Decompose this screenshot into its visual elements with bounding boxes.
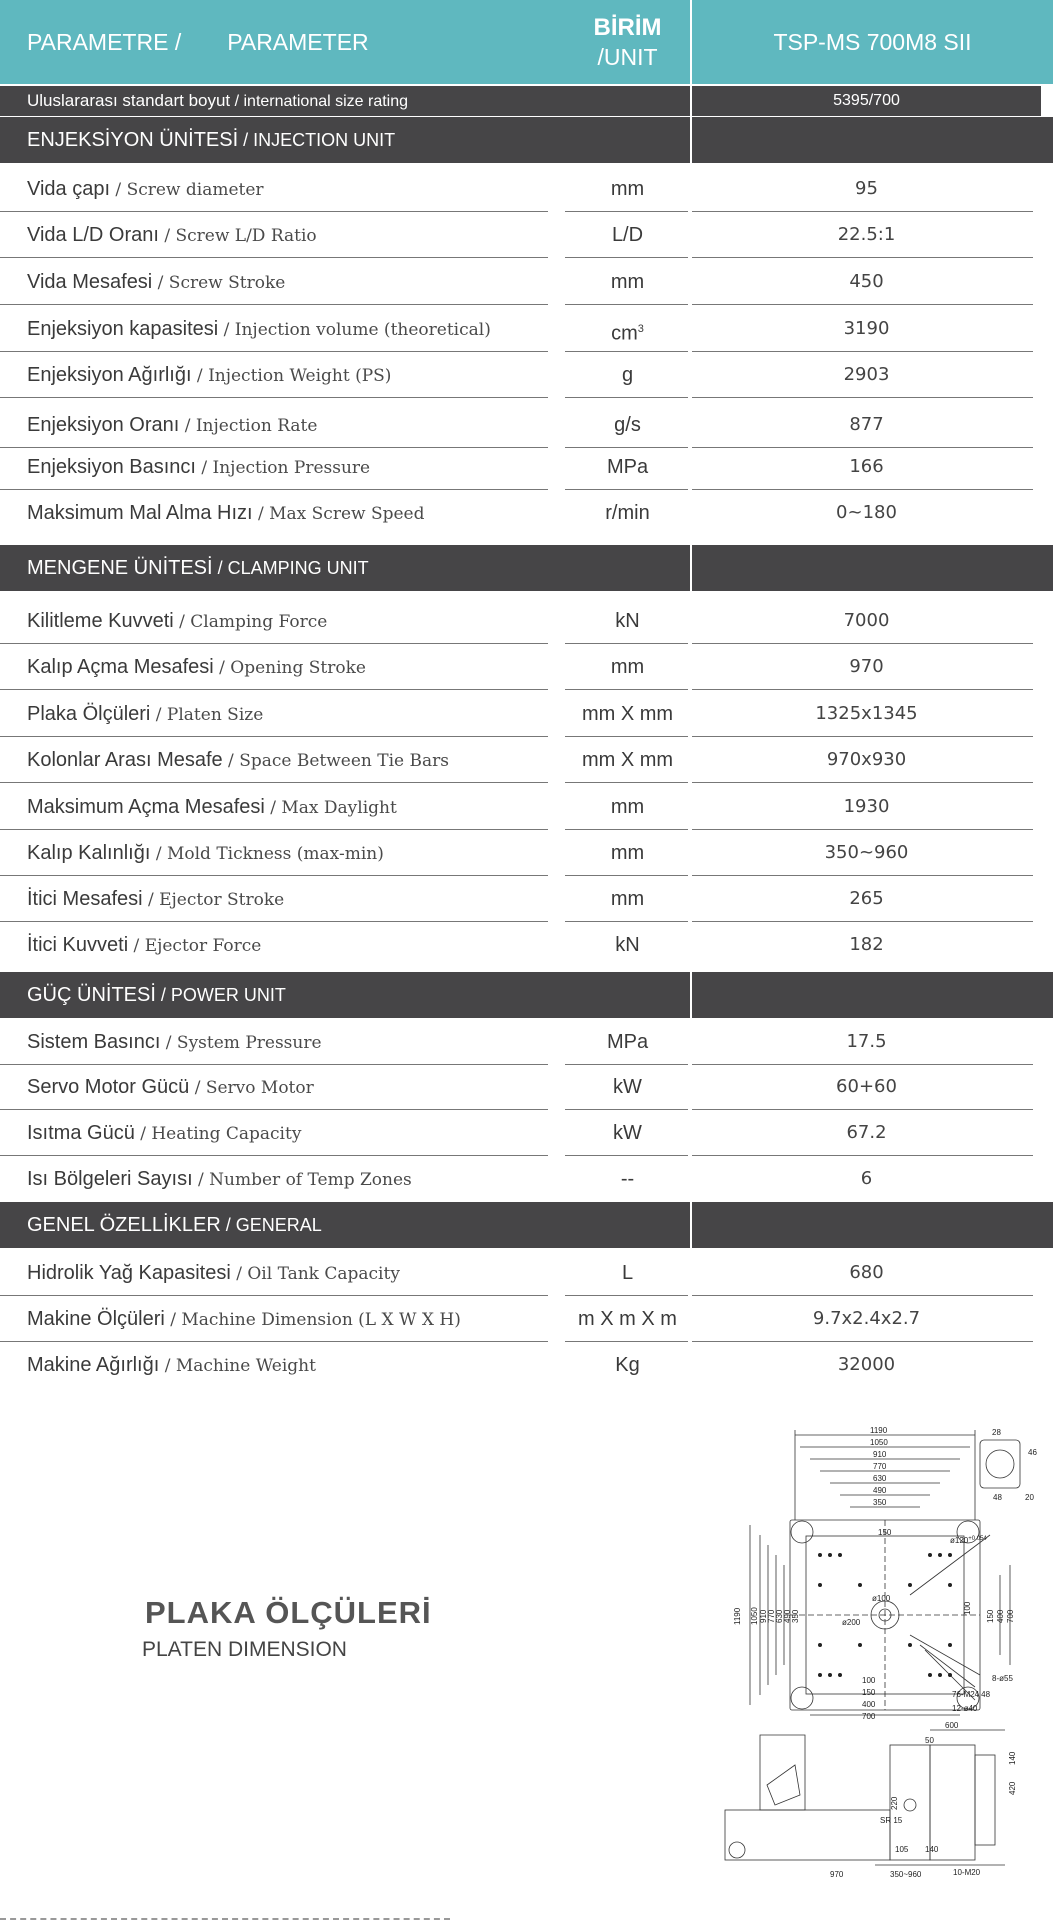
dim-s140: 140 xyxy=(1008,1751,1017,1765)
spec-unit-text: mm X mm xyxy=(581,749,674,771)
spec-value: 7000 xyxy=(843,610,890,631)
spec-unit xyxy=(565,830,690,876)
spec-parameter xyxy=(27,444,547,490)
spec-unit xyxy=(565,598,690,644)
spec-unit-text: Kg xyxy=(615,1354,640,1376)
section-general xyxy=(0,1202,1053,1248)
spec-parameter-tr: Enjeksiyon kapasitesi xyxy=(27,318,219,340)
spec-parameter-en: / Machine Dimension (L X W X H) xyxy=(164,1310,461,1330)
spec-parameter-en: / Screw diameter xyxy=(110,180,264,200)
spec-row xyxy=(0,691,1053,737)
spec-value: 60+60 xyxy=(836,1076,897,1097)
spec-unit-text: mm xyxy=(610,888,645,910)
spec-unit xyxy=(565,922,690,968)
spec-row xyxy=(0,922,1053,968)
spec-row xyxy=(0,1296,1053,1342)
spec-unit xyxy=(565,402,690,448)
spec-parameter-en: / Space Between Tie Bars xyxy=(222,751,449,771)
spec-parameter-en: / Injection Weight (PS) xyxy=(191,366,392,386)
spec-parameter-tr: Kilitleme Kuvveti xyxy=(27,610,174,632)
spec-parameter xyxy=(27,644,547,690)
spec-value: 350~960 xyxy=(824,842,909,863)
spec-row xyxy=(0,212,1053,258)
header-unit xyxy=(565,0,690,84)
platen-subtitle: PLATEN DIMENSION xyxy=(142,1638,347,1661)
section-title xyxy=(0,972,690,1018)
section-title-tr: GÜÇ ÜNİTESİ xyxy=(27,984,156,1006)
spec-unit xyxy=(565,212,690,258)
spec-parameter-tr: Makine Ölçüleri xyxy=(27,1308,165,1330)
spec-parameter xyxy=(27,691,547,737)
spec-unit-text: kN xyxy=(615,610,640,632)
size-rating-value: 5395/700 xyxy=(692,86,1041,116)
spec-parameter-en: / Heating Capacity xyxy=(134,1124,302,1144)
spec-parameter-en: / Injection Pressure xyxy=(195,458,371,478)
spec-parameter-tr: Enjeksiyon Oranı xyxy=(27,414,180,436)
platen-front-drawing xyxy=(710,1425,1045,1721)
spec-parameter-tr: Vida L/D Oranı xyxy=(27,224,159,246)
spec-value: 9.7x2.4x2.7 xyxy=(812,1308,921,1329)
spec-parameter-en: / System Pressure xyxy=(160,1033,322,1053)
spec-value: 680 xyxy=(849,1262,884,1283)
section-title-tr: GENEL ÖZELLİKLER xyxy=(27,1214,221,1236)
size-rating-label-tr: Uluslararası standart boyut xyxy=(27,91,231,110)
section-title xyxy=(0,1202,690,1248)
spec-parameter xyxy=(27,212,547,258)
section-title-en: / CLAMPING UNIT xyxy=(212,558,369,578)
header-unit-en: /UNIT xyxy=(597,44,658,70)
dim-r100: 100 xyxy=(963,1601,972,1615)
spec-parameter-tr: Kolonlar Arası Mesafe xyxy=(27,749,223,771)
spec-unit xyxy=(565,691,690,737)
spec-row xyxy=(0,784,1053,830)
size-rating-label-en: / international size rating xyxy=(230,93,409,110)
dim-w770: 770 xyxy=(873,1462,887,1471)
section-blank xyxy=(692,117,1053,163)
spec-unit-text: mm xyxy=(610,178,645,200)
spec-unit-text: kN xyxy=(615,934,640,956)
dim-b400: 400 xyxy=(862,1700,876,1709)
spec-parameter-en: / Screw L/D Ratio xyxy=(158,226,317,246)
spec-unit xyxy=(565,784,690,830)
spec-value: 32000 xyxy=(837,1354,896,1375)
spec-parameter-en: / Platen Size xyxy=(150,705,264,725)
dim-48: 48 xyxy=(993,1493,1002,1502)
dim-150-top: 150 xyxy=(878,1528,892,1537)
dim-w1190: 1190 xyxy=(870,1426,888,1435)
spec-parameter xyxy=(27,1296,547,1342)
spec-parameter xyxy=(27,352,547,398)
bottom-dashed-divider xyxy=(0,1918,450,1920)
spec-parameter xyxy=(27,402,547,448)
section-blank xyxy=(692,972,1053,1018)
spec-parameter-tr: Maksimum Açma Mesafesi xyxy=(27,796,265,818)
dim-h630: 630 xyxy=(775,1609,784,1623)
dim-w490: 490 xyxy=(873,1486,887,1495)
section-title-en: / POWER UNIT xyxy=(155,985,286,1005)
table-header xyxy=(0,0,1053,84)
spec-parameter-tr: Maksimum Mal Alma Hızı xyxy=(27,502,253,524)
spec-unit xyxy=(565,1342,690,1388)
spec-value: 182 xyxy=(849,934,884,955)
spec-parameter xyxy=(27,306,547,352)
spec-parameter xyxy=(27,1064,547,1110)
spec-unit-text: mm xyxy=(610,796,645,818)
spec-value: 970 xyxy=(849,656,884,677)
spec-parameter-tr: Isıtma Gücü xyxy=(27,1122,135,1144)
spec-value: 877 xyxy=(849,414,884,435)
spec-unit-text: -- xyxy=(620,1168,635,1190)
spec-row xyxy=(0,352,1053,398)
spec-row xyxy=(0,1342,1053,1388)
spec-unit-text: r/min xyxy=(605,502,650,524)
spec-unit xyxy=(565,876,690,922)
platen-title: PLAKA ÖLÇÜLERİ xyxy=(145,1595,432,1630)
spec-parameter xyxy=(27,598,547,644)
spec-unit xyxy=(565,1156,690,1202)
spec-unit-text: MPa xyxy=(606,456,649,478)
dim-b100: 100 xyxy=(862,1676,876,1685)
dim-r150: 150 xyxy=(986,1609,995,1623)
section-clamping xyxy=(0,545,1053,591)
header-parameter-tr: PARAMETRE / xyxy=(27,28,182,55)
header-parameter-en: PARAMETER xyxy=(227,28,369,55)
spec-parameter-en: / Servo Motor xyxy=(189,1078,314,1098)
spec-parameter-tr: Enjeksiyon Ağırlığı xyxy=(27,364,192,386)
header-model: TSP-MS 700M8 SII xyxy=(692,0,1053,84)
spec-parameter xyxy=(27,1250,547,1296)
spec-parameter-en: / Ejector Stroke xyxy=(142,890,285,910)
dim-h1190: 1190 xyxy=(733,1607,742,1625)
spec-unit xyxy=(565,1110,690,1156)
spec-parameter-tr: Vida Mesafesi xyxy=(27,271,153,293)
dim-s350-960: 350~960 xyxy=(890,1870,922,1879)
spec-row xyxy=(0,876,1053,922)
spec-parameter-tr: Plaka Ölçüleri xyxy=(27,703,151,725)
section-title xyxy=(0,117,690,163)
section-title-tr: MENGENE ÜNİTESİ xyxy=(27,557,213,579)
dim-r700: 700 xyxy=(1006,1609,1015,1623)
section-title-en: / INJECTION UNIT xyxy=(238,130,396,150)
spec-parameter xyxy=(27,922,547,968)
dim-s50: 50 xyxy=(925,1736,934,1745)
dim-s140-b: 140 xyxy=(925,1845,939,1854)
spec-value: 17.5 xyxy=(846,1031,887,1052)
dim-s420: 420 xyxy=(1008,1781,1017,1795)
dim-phi100: ø100 xyxy=(872,1594,891,1603)
size-rating-label xyxy=(0,86,690,116)
spec-parameter xyxy=(27,490,547,536)
size-rating-row xyxy=(0,86,1053,116)
dim-28: 28 xyxy=(992,1428,1001,1437)
spec-parameter xyxy=(27,1156,547,1202)
spec-value: 3190 xyxy=(843,318,890,339)
spec-unit xyxy=(565,259,690,305)
dim-w910: 910 xyxy=(873,1450,887,1459)
spec-unit xyxy=(565,306,690,352)
spec-row xyxy=(0,598,1053,644)
section-power xyxy=(0,972,1053,1018)
spec-parameter-tr: Kalıp Açma Mesafesi xyxy=(27,656,214,678)
spec-unit xyxy=(565,490,690,536)
dim-46: 46 xyxy=(1028,1448,1037,1457)
spec-parameter-en: / Machine Weight xyxy=(159,1356,316,1376)
label-sr15: SR 15 xyxy=(880,1816,903,1825)
label-holes-m24: 76-M24 48 xyxy=(952,1690,991,1699)
spec-parameter-tr: Hidrolik Yağ Kapasitesi xyxy=(27,1262,231,1284)
spec-unit-text: mm xyxy=(610,271,645,293)
dim-20: 20 xyxy=(1025,1493,1034,1502)
spec-parameter xyxy=(27,166,547,212)
label-m20: 10-M20 xyxy=(953,1868,981,1877)
platen-side-drawing xyxy=(725,1721,1025,1885)
spec-parameter-en: / Oil Tank Capacity xyxy=(230,1264,400,1284)
dim-w630: 630 xyxy=(873,1474,887,1483)
spec-parameter xyxy=(27,259,547,305)
spec-unit xyxy=(565,444,690,490)
spec-parameter-tr: Servo Motor Gücü xyxy=(27,1076,190,1098)
spec-unit-text: kW xyxy=(613,1122,642,1144)
dim-b150: 150 xyxy=(862,1688,876,1697)
spec-value: 166 xyxy=(849,456,884,477)
spec-row xyxy=(0,1156,1053,1202)
spec-row xyxy=(0,1250,1053,1296)
dim-s600: 600 xyxy=(945,1721,959,1730)
spec-row xyxy=(0,1019,1053,1065)
spec-parameter-tr: İtici Kuvveti xyxy=(27,934,129,956)
spec-unit-text: mm X mm xyxy=(581,703,674,725)
spec-unit-text: kW xyxy=(613,1076,642,1098)
spec-unit-text: L xyxy=(621,1262,634,1284)
spec-parameter-tr: Enjeksiyon Basıncı xyxy=(27,456,196,478)
spec-row xyxy=(0,737,1053,783)
spec-row xyxy=(0,259,1053,305)
dim-s220: 220 xyxy=(890,1796,899,1810)
spec-parameter-en: / Max Daylight xyxy=(264,798,397,818)
dim-h350: 350 xyxy=(791,1609,800,1623)
spec-parameter-tr: Makine Ağırlığı xyxy=(27,1354,160,1376)
dim-r400: 400 xyxy=(996,1609,1005,1623)
spec-unit-text: L/D xyxy=(611,224,644,246)
spec-unit-text: cm xyxy=(611,322,638,345)
spec-parameter-tr: Vida çapı xyxy=(27,178,111,200)
spec-parameter xyxy=(27,1342,547,1388)
dim-s105: 105 xyxy=(895,1845,909,1854)
spec-unit-text: g xyxy=(621,364,634,386)
label-holes-40: 12-ø40 xyxy=(952,1704,978,1713)
spec-value: 22.5:1 xyxy=(837,224,896,245)
section-blank xyxy=(692,545,1053,591)
spec-row xyxy=(0,490,1053,536)
dim-w1050: 1050 xyxy=(870,1438,888,1447)
spec-value: 6 xyxy=(860,1168,873,1189)
spec-unit xyxy=(565,737,690,783)
spec-parameter-tr: Isı Bölgeleri Sayısı xyxy=(27,1168,193,1190)
spec-parameter xyxy=(27,830,547,876)
dim-h770: 770 xyxy=(767,1609,776,1623)
spec-unit xyxy=(565,352,690,398)
section-title-tr: ENJEKSİYON ÜNİTESİ xyxy=(27,129,239,151)
spec-row xyxy=(0,402,1053,448)
spec-parameter-en: / Clamping Force xyxy=(173,612,328,632)
spec-parameter-en: / Injection volume (theoretical) xyxy=(218,320,491,340)
spec-unit-text: g/s xyxy=(614,414,641,436)
spec-value: 0~180 xyxy=(836,502,897,523)
spec-parameter-tr: Sistem Basıncı xyxy=(27,1031,161,1053)
spec-row xyxy=(0,444,1053,490)
spec-unit-text: m X m X m xyxy=(578,1308,677,1330)
spec-row xyxy=(0,306,1053,352)
dim-s970: 970 xyxy=(830,1870,844,1879)
label-holes-55: 8-ø55 xyxy=(992,1674,1013,1683)
spec-value: 67.2 xyxy=(846,1122,887,1143)
spec-value: 2903 xyxy=(843,364,890,385)
spec-value: 1325x1345 xyxy=(815,703,918,724)
dim-h1050: 1050 xyxy=(750,1607,759,1625)
spec-row xyxy=(0,644,1053,690)
spec-parameter-en: / Mold Tickness (max-min) xyxy=(150,844,384,864)
section-injection xyxy=(0,117,1053,163)
spec-row xyxy=(0,1064,1053,1110)
spec-parameter-en: / Opening Stroke xyxy=(213,658,366,678)
spec-unit xyxy=(565,1296,690,1342)
spec-parameter-en: / Max Screw Speed xyxy=(252,504,425,524)
dim-phi200: ø200 xyxy=(842,1618,861,1627)
spec-parameter xyxy=(27,1019,547,1065)
spec-value: 970x930 xyxy=(826,749,907,770)
spec-parameter-en: / Ejector Force xyxy=(128,936,262,956)
spec-parameter xyxy=(27,1110,547,1156)
spec-parameter xyxy=(27,784,547,830)
spec-value: 265 xyxy=(849,888,884,909)
spec-unit xyxy=(565,166,690,212)
dim-h490: 490 xyxy=(783,1609,792,1623)
dim-w350: 350 xyxy=(873,1498,887,1507)
spec-value: 450 xyxy=(849,271,884,292)
spec-row xyxy=(0,166,1053,212)
spec-row xyxy=(0,830,1053,876)
spec-unit-text: mm xyxy=(610,842,645,864)
section-title-en: / GENERAL xyxy=(220,1215,322,1235)
section-title xyxy=(0,545,690,591)
spec-parameter xyxy=(27,876,547,922)
spec-row xyxy=(0,1110,1053,1156)
spec-value: 95 xyxy=(855,178,878,199)
header-unit-tr: BİRİM xyxy=(593,14,662,41)
dim-h910: 910 xyxy=(759,1609,768,1623)
spec-parameter-en: / Screw Stroke xyxy=(152,273,286,293)
section-blank xyxy=(692,1202,1053,1248)
dim-phi120: $ø120^{+0.054}$ xyxy=(950,1536,987,1545)
spec-parameter-en: / Injection Rate xyxy=(179,416,318,436)
spec-parameter xyxy=(27,737,547,783)
dim-b700: 700 xyxy=(862,1712,876,1721)
spec-parameter-en: / Number of Temp Zones xyxy=(192,1170,412,1190)
spec-unit xyxy=(565,1064,690,1110)
spec-value: 1930 xyxy=(843,796,890,817)
spec-unit xyxy=(565,644,690,690)
spec-unit-text: MPa xyxy=(606,1031,649,1053)
spec-unit-text: mm xyxy=(610,656,645,678)
spec-unit xyxy=(565,1019,690,1065)
spec-unit xyxy=(565,1250,690,1296)
spec-parameter-tr: Kalıp Kalınlığı xyxy=(27,842,151,864)
spec-unit-sup: 3 xyxy=(637,323,644,335)
spec-parameter-tr: İtici Mesafesi xyxy=(27,888,143,910)
